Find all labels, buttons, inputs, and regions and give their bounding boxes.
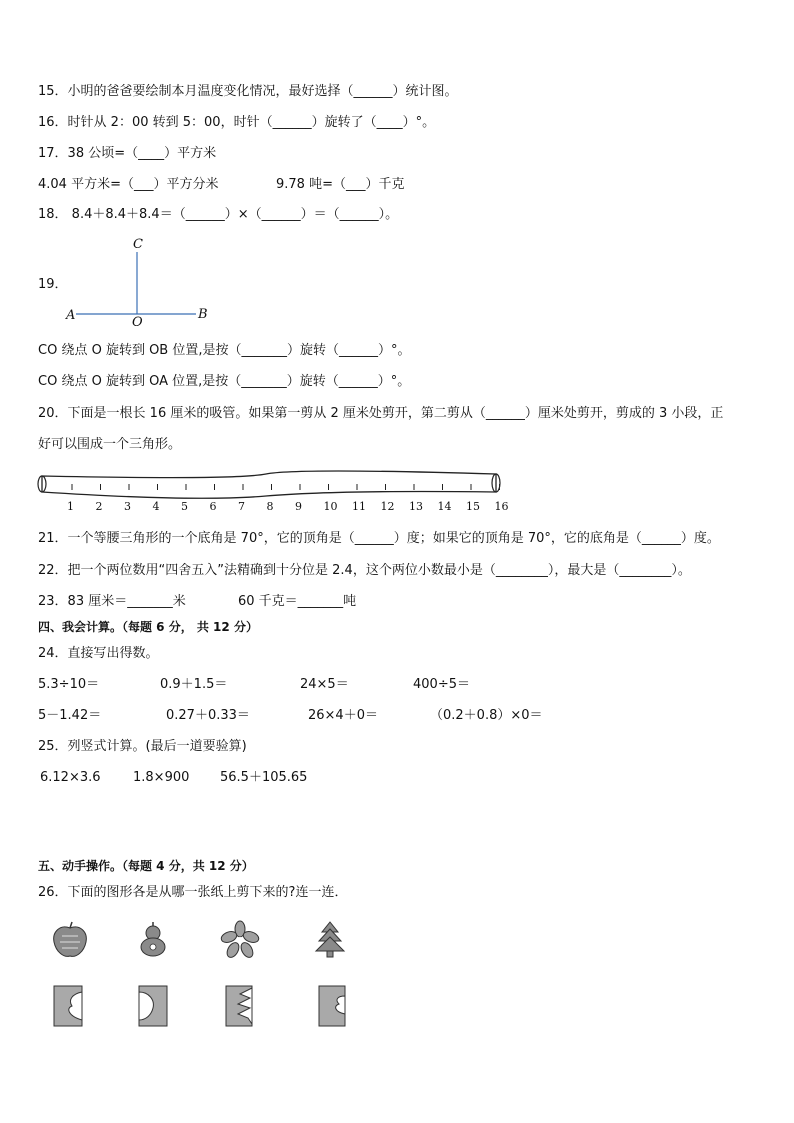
calc-2-3: 26×4＋0＝ (308, 708, 378, 723)
ruler-label-5: 5 (181, 500, 188, 513)
vertical-calc-1: 6.12×3.6 (40, 770, 101, 785)
folded-paper-d (313, 982, 353, 1032)
question-17-line2b: 9.78 吨=（___）千克 (276, 177, 405, 192)
ruler-label-1: 1 (67, 500, 74, 513)
question-19-line2: CO 绕点 O 旋转到 OA 位置,是按（_______）旋转（______）°。 (38, 374, 411, 389)
calc-2-4: （0.2＋0.8）×0＝ (430, 708, 543, 723)
ruler-label-4: 4 (152, 500, 160, 513)
ruler-label-11: 11 (352, 500, 366, 513)
question-17-line1: 17．38 公顷=（____）平方米 (38, 146, 217, 161)
question-22: 22．把一个两位数用“四舍五入”法精确到十分位是 2.4，这个两位小数最小是（________），最大是（________）。 (38, 563, 691, 578)
calc-1-2: 0.9＋1.5＝ (160, 677, 228, 692)
vertical-calc-2: 1.8×900 (133, 770, 190, 785)
ruler-label-6: 6 (209, 500, 217, 513)
straw-body (42, 471, 496, 498)
question-23a: 23．83 厘米＝_______米 (38, 594, 186, 609)
folded-paper-c (220, 982, 260, 1032)
question-25-title: 25．列竖式计算。(最后一道要验算) (38, 739, 247, 754)
ruler-label-14: 14 (437, 500, 452, 513)
question-23b: 60 千克＝_______吨 (238, 594, 357, 609)
question-20-line1: 20．下面是一根长 16 厘米的吸管。如果第一剪从 2 厘米处剪开，第二剪从（______）厘米处剪开，剪成的 3 小段，正 (38, 406, 724, 421)
question-15: 15．小明的爸爸要绘制本月温度变化情况，最好选择（______）统计图。 (38, 84, 458, 99)
question-26-title: 26．下面的图形各是从哪一张纸上剪下来的?连一连． (38, 885, 348, 900)
question-20-line2: 好可以围成一个三角形。 (38, 437, 182, 452)
label-c: C (133, 237, 143, 252)
flower-icon (220, 920, 260, 960)
ruler-label-10: 10 (323, 500, 338, 513)
calc-2-2: 0.27＋0.33＝ (166, 708, 250, 723)
label-b: B (198, 307, 208, 322)
calc-1-1: 5.3÷10＝ (38, 677, 100, 692)
question-18: 18． 8.4＋8.4＋8.4＝（______）×（______）＝（______）。 (38, 207, 399, 222)
calc-1-3: 24×5＝ (300, 677, 349, 692)
question-16: 16．时针从 2：00 转到 5：00，时针（______）旋转了（____）°。 (38, 115, 436, 130)
section-5-heading: 五、动手操作。（每题 4 分，共 12 分） (38, 859, 254, 873)
folded-paper-a (50, 982, 90, 1032)
label-a: A (66, 308, 76, 323)
calc-2-1: 5－1.42＝ (38, 708, 102, 723)
ruler-label-9: 9 (295, 500, 302, 513)
ruler-label-2: 2 (95, 500, 103, 513)
question-19-number: 19． (38, 277, 68, 292)
ruler-label-15: 15 (466, 500, 480, 513)
tree-icon (310, 920, 350, 960)
ruler-label-8: 8 (266, 500, 274, 513)
ruler-label-16: 16 (494, 500, 509, 513)
label-o: O (132, 315, 143, 330)
question-17-line2a: 4.04 平方米=（___）平方分米 (38, 177, 219, 192)
ruler-label-13: 13 (409, 500, 423, 513)
apple-icon (50, 920, 90, 960)
folded-paper-b (133, 982, 173, 1032)
question-19-line1: CO 绕点 O 旋转到 OB 位置,是按（_______）旋转（______）°。 (38, 343, 411, 358)
vertical-calc-3: 56.5＋105.65 (220, 770, 308, 785)
ruler-label-12: 12 (380, 500, 395, 513)
calc-1-4: 400÷5＝ (413, 677, 470, 692)
question-21: 21．一个等腰三角形的一个底角是 70°，它的顶角是（______）度；如果它的顶角是 70°，它的底角是（______）度。 (38, 531, 720, 546)
gourd-icon (133, 920, 173, 960)
ruler-label-7: 7 (238, 500, 245, 513)
ruler-label-3: 3 (124, 500, 131, 513)
section-4-heading: 四、我会计算。（每题 6 分， 共 12 分） (38, 620, 258, 634)
question-24-title: 24．直接写出得数。 (38, 646, 159, 661)
